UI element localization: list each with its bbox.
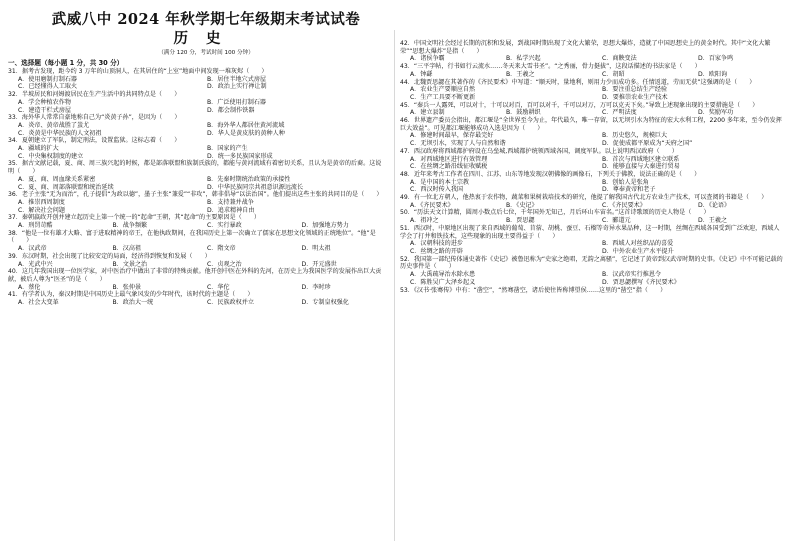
option-group — [8, 299, 386, 307]
answer-option: D．要推崇农业生产技术 — [602, 93, 668, 101]
answer-option: C．在丝绸之路沿线征收赋税 — [410, 163, 488, 171]
question-item — [8, 91, 386, 114]
option-group — [400, 179, 784, 194]
question-stem: 41．有学者认为，秦汉时期是中国历史上最气象风发的少年时代，该时代的主题是（ ） — [8, 291, 254, 299]
option-group — [8, 176, 386, 191]
answer-option: D．中外农业生产水平提升 — [602, 247, 674, 255]
answer-option: B．西域人对丝织品的喜爱 — [602, 240, 674, 248]
answer-option: D．奖励军功 — [698, 109, 734, 117]
answer-option: A．汉朝科技的进步 — [410, 240, 463, 248]
answer-option: D．《论语》 — [698, 201, 731, 209]
answer-option: A．汉武帝 — [18, 245, 47, 253]
answer-option: C．实行暴政 — [207, 222, 242, 230]
answer-option: A．建立县制 — [410, 109, 445, 117]
question-stem: 39．东汉时期，社会出现了比较安定的局面，经济得到恢复和发展（ ） — [8, 252, 211, 260]
question-item — [400, 79, 784, 102]
question-stem: 45．“秦兵一人露死，可以对十，十可以对百，百可以对千，千可以对万，万可以克天下矣。”导致上述现象出现的主要措施是（ ） — [400, 101, 759, 109]
answer-option: C．严明法度 — [602, 109, 637, 117]
answer-option: C．西汉时传入我国 — [410, 186, 464, 194]
answer-option: A．使用磨制打制石器 — [18, 75, 78, 83]
question-stem: 32．半坡居民和河姆渡居民在生产生活中的共同特点是（ ） — [8, 91, 181, 99]
question-item — [8, 160, 386, 191]
question-stem: 44．北魏贾思勰在其著作的《齐民要术》中写道：“顺天时，量地利，则用力少而成功多。任情返道，劳而无获”这强调的是（ ） — [400, 78, 756, 86]
answer-option: C．炎黄是中华民族的人文初祖 — [18, 129, 102, 137]
question-item — [8, 230, 386, 253]
answer-option: B．先秦时期统治政策的承接性 — [207, 175, 291, 183]
answer-option: A．钟繇 — [410, 70, 433, 78]
answer-option: A．修建时间最早，保存最完好 — [410, 132, 494, 140]
option-group — [8, 199, 386, 214]
answer-option: C．生产工具要不断更新 — [410, 93, 476, 101]
answer-option: B．汉武帝实行推恩令 — [602, 271, 662, 279]
question-item — [400, 40, 784, 63]
question-stem: 42．中国文明社会经过长期的沉积和发展，到战国时期出现了文化大繁荣，思想大爆炸，造就了中国思想史上的黄金时代。其中“文化大繁荣”“思想大爆炸”是指（ ） — [400, 40, 771, 55]
answer-option: B．鼓励耕织 — [506, 109, 541, 117]
answer-option: D．追求精神自由 — [207, 206, 255, 214]
question-stem: 36．老子主张“无为而治”，孔子提倡“为政以德”，墨子主张“兼爱”“非攻”，韩非倡导“以法治国”。他们提出这些主张的共同目的是（ ） — [8, 191, 383, 199]
question-stem: 48．近年来考古工作者在四川、江苏、山东等地发现汉朝佛像的画像石，下列关于佛教，说法正确的是（ ） — [400, 170, 701, 178]
answer-option: B．贾思勰 — [506, 217, 535, 225]
answer-option: C．民族政权并立 — [207, 299, 254, 307]
answer-option: B．要注重总结生产经验 — [602, 86, 668, 94]
question-item — [400, 225, 784, 256]
question-stem: 49．有一位北方朝人，他热衷于农作物，蔬菜和果树栽培技术的研究，他提了解我国古代北方农业生产技术，可以查阅的书籍是（ ） — [400, 194, 768, 202]
answer-option: A．刑罚苛酷 — [18, 222, 53, 230]
option-group — [400, 271, 784, 286]
answer-option: D．李时珍 — [301, 283, 331, 291]
question-item — [400, 287, 784, 295]
answer-option: C．建造干栏式房屋 — [18, 106, 72, 114]
answer-option: B．历史悠久，规模巨大 — [602, 132, 668, 140]
question-item — [400, 63, 784, 78]
question-item — [8, 253, 386, 268]
answer-option: C．中央集权制度的建立 — [18, 152, 84, 160]
question-stem: 38．“他是一位有雄才大略、富于进取精神的帝王，在他执政期间，在我国历史上第一次确立了儒家在思想文化领域的正统地位”。“他”是（ ） — [8, 229, 376, 245]
answer-option: D．尊奉黄帝和老子 — [602, 186, 656, 194]
question-item — [400, 117, 784, 148]
answer-option: C．陈胜吴广大泽乡起义 — [410, 278, 476, 286]
answer-option: D．促使成都平原成为“天府之国” — [602, 140, 693, 148]
answer-option: D．百家争鸣 — [698, 55, 734, 63]
exam-title: 武威八中 2024 年秋学期七年级期末考试试卷 — [51, 11, 361, 28]
answer-option: D．政治上实行禅让制 — [207, 83, 267, 91]
question-item — [8, 137, 386, 160]
question-stem: 35．据古文献记载，夏、商、周三族兴起的时候，都是部落联盟和族制氏族的，都能与黄河流域有着密切关系，且认为是黄帝的后裔。这说明（ ） — [8, 160, 382, 176]
question-stem: 34．夏朝建立了军队，制定刑法，设置监狱。这标志着（ ） — [8, 137, 181, 145]
question-item — [8, 214, 386, 229]
answer-option: C．郦道元 — [602, 217, 631, 225]
option-group — [400, 109, 784, 117]
answer-option: A．学会种植农作物 — [18, 98, 71, 106]
question-item — [8, 191, 386, 214]
question-item — [400, 209, 784, 224]
answer-option: B．张仲景 — [112, 283, 142, 291]
answer-option: A．蔡伦 — [18, 283, 41, 291]
answer-option: A．推崇西周制度 — [18, 198, 65, 206]
right-column — [400, 0, 784, 549]
answer-option: B．居住半地穴式房屋 — [207, 75, 267, 83]
option-group — [400, 217, 784, 225]
answer-option: D．华人是黄皮肤的黄种人种 — [207, 129, 285, 137]
answer-option: A．《齐民要术》 — [410, 201, 454, 209]
option-group — [400, 71, 784, 79]
answer-option: C．商鞅变法 — [602, 55, 637, 63]
answer-option: B．国家的产生 — [207, 145, 248, 153]
question-stem: 43．“三平字帖，行书如行云流水……冬天来大雪书圣”。“之秀丽，骨力挺拔”，这段话描述的书法家是（ ） — [400, 63, 701, 71]
answer-option: D．统一多民族国家形成 — [207, 152, 273, 160]
answer-option: D．专制皇权强化 — [301, 299, 349, 307]
answer-option: A．诸侯争霸 — [410, 55, 445, 63]
answer-option: B．支持兼并战争 — [207, 198, 254, 206]
option-group — [400, 156, 784, 171]
question-item — [400, 148, 784, 171]
answer-option: C．丝绸之路的开辟 — [410, 247, 464, 255]
question-stem: 31．据考古发现，距今约 3 万年的山顶洞人，在其居住的“上室”地面中间发现一堆灰烬（ ） — [8, 68, 268, 75]
answer-option: A．夏、商、周血缘关系紧密 — [18, 175, 96, 183]
answer-option: C．贞观之治 — [207, 260, 242, 268]
question-stem: 37．秦朝嬴政开创并建立起历史上第一个统一的“起命”王朝，其“起命”的主要原因是（ ） — [8, 214, 260, 222]
answer-option: B．创始人是张角 — [602, 178, 649, 186]
question-item — [8, 68, 386, 91]
answer-option: D．明太祖 — [301, 245, 331, 253]
answer-option: C．解决社会问题 — [18, 206, 65, 214]
question-stem: 46．世界遗产委员会指出，都江堰是“全世界至今为止，年代最久，唯一存留，以无坝引水为特征的宏大水利工程，2200 多年来，至今仍发挥巨大效益”。可见都江堰能够成功入选是因为（ ） — [400, 117, 782, 132]
option-group — [8, 245, 386, 253]
answer-option: B．《史记》 — [506, 201, 538, 209]
answer-option: B．海外华人都居住黄河流域 — [207, 121, 285, 129]
option-group — [8, 222, 386, 230]
question-item — [400, 171, 784, 194]
question-stem: 50．“历法天文计算精，圆周小数点后七位，千年国外无知己，月后环山车宙名。”这首诗歌颂的历史人物是（ ） — [400, 209, 710, 217]
left-column — [8, 0, 386, 549]
answer-option: C．夏、商、周部落联盟和统治延续 — [18, 183, 114, 191]
question-stem: 40．这几年我国出现一位医学家，对中医治疗中做出了非常的特殊贡献。他开创中医在外科的先河，在历史上为我国医学的发展作出巨大贡献，被后人尊为“医圣”的是（ ） — [8, 268, 382, 283]
answer-option: A．炎帝、黄帝战胜了蚩尤 — [18, 121, 90, 129]
option-group — [8, 145, 386, 160]
question-stem: 33．海外华人常常自豪地称自己为“炎黄子孙”，是因为（ ） — [8, 114, 181, 122]
answer-option: D．中华民族同宗共祖意识源远流长 — [207, 183, 304, 191]
answer-option: B．首次与西域地区建立联系 — [602, 155, 680, 163]
answer-option: B．广泛使用打制石器 — [207, 98, 267, 106]
question-item — [400, 102, 784, 117]
answer-option: A．祖冲之 — [410, 217, 439, 225]
answer-option: B．战争频繁 — [112, 222, 148, 230]
answer-option: B．汉高祖 — [112, 245, 142, 253]
option-group — [400, 86, 784, 101]
answer-option: D．欧阳询 — [698, 70, 728, 78]
option-group — [400, 132, 784, 147]
question-item — [400, 256, 784, 287]
answer-option: D．贾思勰撰写《齐民要术》 — [602, 278, 680, 286]
answer-option: B．政治大一统 — [112, 299, 154, 307]
exam-meta: （满分 120 分，考试时间 100 分钟） — [158, 50, 254, 56]
answer-option: D．能够直接与大秦进行贸易 — [602, 163, 680, 171]
answer-option: C．《齐民要术》 — [602, 201, 646, 209]
answer-option: B．文景之治 — [112, 260, 148, 268]
question-item — [8, 291, 386, 306]
question-list-left — [8, 68, 386, 307]
answer-option: C．胡昭 — [602, 70, 625, 78]
exam-subject: 历史 — [173, 30, 239, 47]
section-heading: 一、选择题（每小题 1 分，共 30 分） — [8, 59, 124, 67]
answer-option: C．隋文帝 — [207, 245, 236, 253]
option-group — [8, 76, 386, 91]
column-divider — [394, 30, 395, 541]
answer-option: A．社会大变革 — [18, 299, 59, 307]
answer-option: D．加强地方势力 — [301, 222, 349, 230]
option-group — [8, 122, 386, 137]
question-stem: 53．《汉书·张骞传》中有：“凿空”，“然骞凿空，诸后使往皆称博望侯……这里的“凿空”指（ ） — [400, 286, 667, 294]
answer-option: C．已经懂得人工取火 — [18, 83, 78, 91]
question-item — [400, 194, 784, 209]
answer-option: B．私学兴起 — [506, 55, 541, 63]
option-group — [400, 55, 784, 63]
question-list-right — [400, 40, 784, 294]
answer-option: A．农业生产要顺应自然 — [410, 86, 476, 94]
answer-option: A．对西域地区进行有效管理 — [410, 155, 488, 163]
answer-option: C．华佗 — [207, 283, 230, 291]
question-stem: 51．西汉时，中原地区出现了来自西域的葡萄、苜蓿、胡桃、蚕豆、石榴等奇异水果品种，这一时期，丝绸在西域各国受到广泛欢迎，西域人学会了打井和铁技术，这些现象的出现主要得益于（ ） — [400, 224, 780, 240]
answer-option: D．都会制作铁器 — [207, 106, 255, 114]
option-group — [8, 99, 386, 114]
question-item — [8, 114, 386, 137]
answer-option: A．光武中兴 — [18, 260, 53, 268]
answer-option: A．是中国的本土宗教 — [410, 178, 470, 186]
answer-option: A．大禹疏导治水除水患 — [410, 271, 476, 279]
question-stem: 52．我国第一部纪传体通史著作《史记》被鲁迅称为“史家之绝唱，无韵之离骚”，它记述了黄帝到汉武帝时期的史事。《史记》中不可能记载的历史事件是（ ） — [400, 255, 783, 271]
answer-option: D．王羲之 — [698, 217, 728, 225]
answer-option: A．疆域的扩大 — [18, 145, 59, 153]
answer-option: B．王羲之 — [506, 70, 535, 78]
answer-option: D．开元盛世 — [301, 260, 337, 268]
question-stem: 47．西汉政府将西域都护府设在乌垒城,西域都护统领西域各国，调度军队。以上说明西汉政府（ ） — [400, 147, 678, 155]
question-item — [8, 268, 386, 291]
option-group — [400, 240, 784, 255]
answer-option: C．无坝引水，实现了人与自然和谐 — [410, 140, 506, 148]
